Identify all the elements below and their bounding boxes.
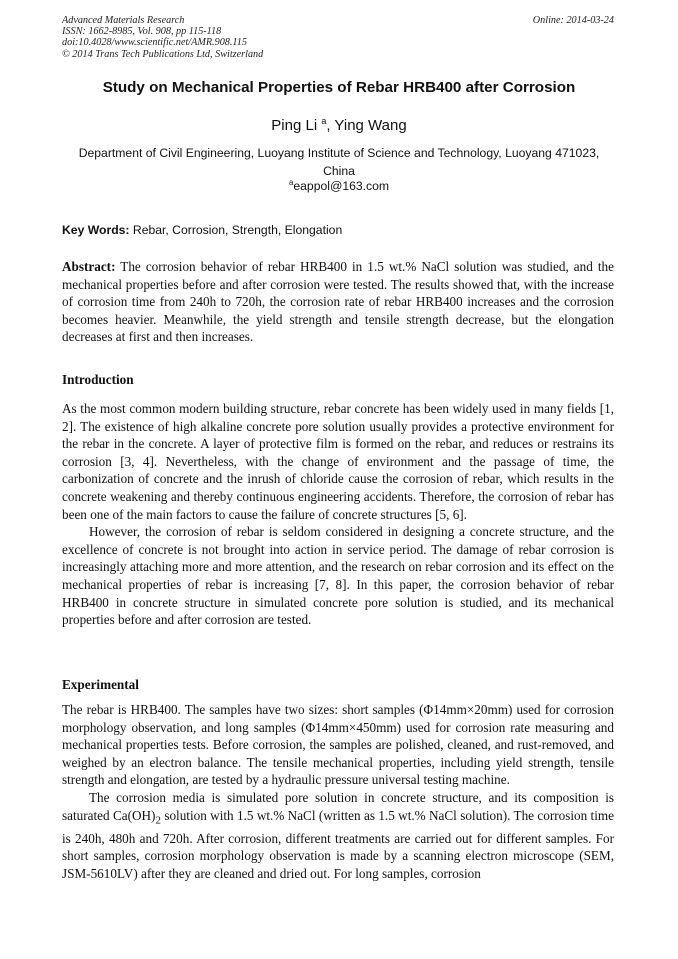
email-line [0, 178, 678, 193]
experimental-p2-subscript: 2 [155, 814, 161, 827]
author-line [0, 116, 678, 134]
experimental-body [62, 701, 614, 883]
keywords-text: Rebar, Corrosion, Strength, Elongation [129, 223, 343, 237]
introduction-paragraph-2: However, the corrosion of rebar is seldom considered in designing a concrete structure, and the excellence of concrete is not brought into action in service period. The damage of rebar corrosion is increasingly attaching more and more attention, and the research on rebar corrosion and its effect on the mechanical properties of rebar is increasing [7, 8]. In this paper, the corrosion behavior of rebar HRB400 in concrete structure in simulated concrete pore solution is studied, and its mechanical properties before and after corrosion are tested. [62, 524, 614, 628]
journal-header [62, 15, 614, 60]
keywords-label: Key Words: [62, 223, 130, 237]
issn-line: ISSN: 1662-8985, Vol. 908, pp 115-118 [62, 26, 222, 38]
affiliation: Department of Civil Engineering, Luoyang Institute of Science and Technology, Luoyang 471023, China [78, 146, 600, 178]
abstract [62, 258, 614, 346]
introduction-paragraph-1: As the most common modern building structure, rebar concrete has been widely used in many fields [1, 2]. The existence of high alkaline concrete pore solution usually provides a protective environment for the rebar in the concrete. A layer of protective film is formed on the rebar, and reduces or restrains its corrosion [3, 4]. Nevertheless, with the change of environment and the passage of time, the carbonization of concrete and the inrush of chloride cause the corrosion of rebar, which results in the concrete weakening and thereby continuous engineering accidents. Therefore, the corrosion of rebar has been one of the main factors to cause the failure of concrete structures [5, 6]. [62, 401, 614, 522]
introduction-heading: Introduction [62, 372, 134, 387]
abstract-label: Abstract: [62, 259, 116, 274]
author-affil-mark: a [321, 116, 327, 126]
journal-name: Advanced Materials Research [62, 15, 185, 26]
paper-title: Study on Mechanical Properties of Rebar HRB400 after Corrosion [102, 79, 576, 96]
author-second: , Ying Wang [326, 117, 407, 134]
introduction-body [62, 400, 614, 629]
experimental-p2-part-b: solution with 1.5 wt.% NaCl (written as 1.5 wt.% NaCl solution). The corrosion time is 240h, 480h and 720h. After corrosion, different treatments are carried out for different samples. For short samples, corrosion morphology observation is made by a scanning electron microscope (SEM, JSM-5610LV) after they are cleaned and dried out. For long samples, corrosion [62, 807, 614, 881]
author-first: Ping Li [271, 117, 318, 134]
experimental-paragraph-1: The rebar is HRB400. The samples have two sizes: short samples (Φ14mm×20mm) used for corrosion morphology observation, and long samples (Φ14mm×450mm) used for corrosion rate measuring and mechanical properties tests. Before corrosion, the samples are polished, cleaned, and rust-removed, and weighed by an electron balance. The tensile mechanical properties, including yield strength, tensile strength and elongation, are tested by a hydraulic pressure universal testing machine. [62, 702, 614, 788]
keywords [62, 223, 342, 237]
email-address[interactable]: eappol@163.com [293, 179, 390, 194]
abstract-text: The corrosion behavior of rebar HRB400 in 1.5 wt.% NaCl solution was studied, and the mechanical properties before and after corrosion were tested. The results showed that, with the increase of corrosion time from 240h to 720h, the corrosion rate of rebar HRB400 increases and the corrosion becomes heavier. Meanwhile, the yield strength and tensile strength decrease, but the elongation decreases at first and then increases. [62, 259, 614, 345]
doi-line[interactable]: doi:10.4028/www.scientific.net/AMR.908.115 [62, 37, 247, 49]
online-date: Online: 2014-03-24 [532, 15, 614, 26]
experimental-paragraph-2 [62, 789, 614, 883]
copyright-line: © 2014 Trans Tech Publications Ltd, Switzerland [62, 48, 264, 60]
experimental-p2-part-a: The corrosion media is simulated pore solution in concrete structure, and its composition is saturated Ca(OH) [62, 789, 614, 823]
experimental-heading: Experimental [62, 677, 139, 692]
email-mark: a [288, 178, 294, 187]
